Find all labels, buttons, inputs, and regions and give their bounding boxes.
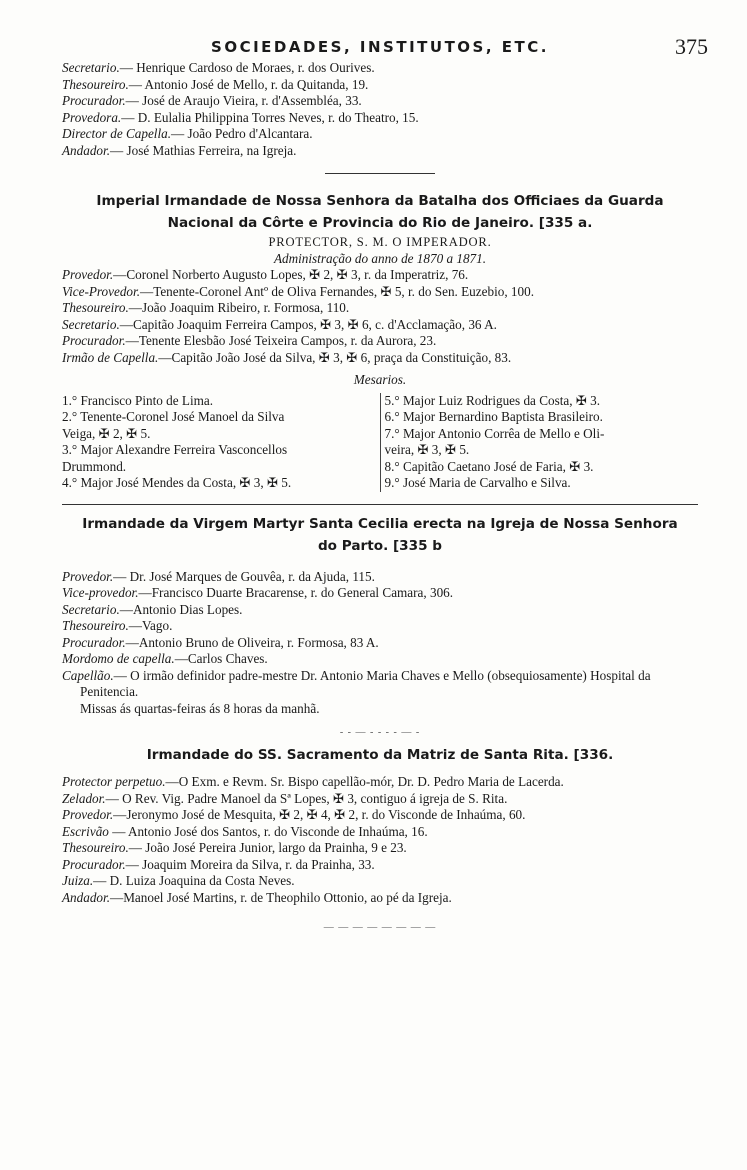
directory-page (62, 26, 708, 933)
officer-role: Mordomo de capella. (62, 651, 175, 666)
officer-entry (62, 635, 698, 652)
mesarios-right-column (381, 393, 699, 492)
section-title-line: do Parto. [335 b (317, 537, 443, 554)
officer-role: Provedor. (62, 267, 114, 282)
officer-entry (62, 300, 698, 317)
officer-role: Secretario. (62, 601, 120, 617)
mesarios-left-column (62, 393, 381, 492)
officer-details: —Capitão Joaquim Ferreira Campos, ✠ 3, ✠ 6, c. d'Acclamação, 36 A. (119, 316, 497, 332)
mesario-line: 4.° Major José Mendes da Costa, ✠ 3, ✠ 5. (62, 475, 292, 490)
officer-entry (62, 143, 698, 160)
officer-role: Andador. (62, 889, 110, 905)
officer-role: Andador. (62, 142, 110, 158)
mesario-line: 2.° Tenente-Coronel José Manoel da Silva (62, 409, 285, 424)
section-divider: - - — - - - - — - (339, 727, 421, 738)
officer-role: Juiza. (62, 873, 94, 888)
officer-role: Thesoureiro. (62, 76, 129, 92)
officer-entry (62, 890, 698, 907)
officer-details: —João Joaquim Ribeiro, r. Formosa, 110. (128, 300, 350, 315)
officer-details: — Joaquim Moreira da Silva, r. da Prainha, 33. (125, 856, 375, 872)
officer-role: Escrivão (62, 823, 109, 839)
officer-role: Vice-Provedor. (62, 283, 140, 299)
officer-role: Thesoureiro. (62, 300, 129, 315)
officer-details: — O Rev. Vig. Padre Manoel da Sª Lopes, ✠ 3, contiguo á igreja de S. Rita. (105, 790, 508, 806)
officer-details: —Coronel Norberto Augusto Lopes, ✠ 2, ✠ 3, r. da Imperatriz, 76. (113, 267, 469, 282)
mesario-line: 9.° José Maria de Carvalho e Silva. (384, 475, 571, 490)
officer-role: Provedora. (62, 109, 122, 125)
officer-role: Thesoureiro. (62, 840, 129, 855)
officer-details: —Antonio Dias Lopes. (119, 601, 243, 617)
officer-details: — D. Luiza Joaquina da Costa Neves. (93, 873, 295, 888)
mesario-line: 8.° Capitão Caetano José de Faria, ✠ 3. (384, 458, 594, 474)
officer-details: — Antonio José dos Santos, r. do Visconde de Inhaúma, 16. (108, 823, 428, 839)
officer-details: —Carlos Chaves. (174, 651, 268, 666)
officer-role: Provedor. (62, 568, 114, 584)
officer-entry (62, 774, 698, 791)
officer-entry (62, 317, 698, 334)
officer-entry (62, 126, 698, 143)
officer-entry (62, 840, 698, 857)
officer-details: —Manoel José Martins, r. de Theophilo Ottonio, ao pé da Igreja. (110, 889, 452, 905)
section-santa-rita (62, 744, 698, 906)
section-title: Irmandade do SS. Sacramento da Matriz de Santa Rita. [336. (146, 747, 614, 763)
mesarios-table (62, 393, 698, 492)
officer-role: Irmão de Capella. (62, 349, 159, 365)
officer-entry (62, 857, 698, 874)
mesario-line: 6.° Major Bernardino Baptista Brasileiro. (384, 409, 603, 424)
officer-details: —O Exm. e Revm. Sr. Bispo capellão-mór, Dr. D. Pedro Maria de Lacerda. (165, 774, 564, 789)
officer-details: — Antonio José de Mello, r. da Quitanda, 19. (128, 76, 369, 92)
page-end-divider: — — — — — — — — (323, 922, 437, 933)
officer-entry (62, 602, 698, 619)
officer-entry (62, 569, 698, 586)
officer-entry (62, 807, 698, 824)
officer-entry (62, 824, 698, 841)
officer-details: — Dr. José Marques de Gouvêa, r. da Ajuda, 115. (113, 568, 375, 584)
officer-details: — João José Pereira Junior, largo da Prainha, 9 e 23. (128, 840, 407, 855)
officer-role: Zelador. (62, 790, 106, 806)
protector-line: PROTECTOR, S. M. O IMPERADOR. (268, 235, 492, 249)
officer-details: — José Mathias Ferreira, na Igreja. (110, 142, 297, 158)
officer-entry (62, 350, 698, 367)
running-title: SOCIEDADES, INSTITUTOS, ETC. (211, 38, 549, 56)
section-title-line: Imperial Irmandade de Nossa Senhora da Batalha dos Officiaes da Guarda (96, 193, 664, 209)
officer-entry (62, 651, 698, 668)
officer-details: —Francisco Duarte Bracarense, r. do General Camara, 306. (138, 585, 454, 600)
officer-details: — João Pedro d'Alcantara. (171, 126, 313, 141)
officer-entry (62, 77, 698, 94)
mesario-line: 1.° Francisco Pinto de Lima. (62, 392, 214, 408)
officer-entry (62, 585, 698, 602)
mesario-line: Veiga, ✠ 2, ✠ 5. (62, 425, 151, 441)
officer-role: Vice-provedor. (62, 585, 139, 600)
mesario-line: 7.° Major Antonio Corrêa de Mello e Oli- (384, 425, 605, 441)
officer-role: Secretario. (62, 316, 120, 332)
section-divider (325, 173, 435, 174)
officer-role: Procurador. (62, 856, 126, 872)
running-head (62, 26, 708, 60)
officer-role: Procurador. (62, 93, 126, 108)
administration-line: Administração do anno de 1870 a 1871. (273, 250, 487, 266)
officer-entry (62, 873, 698, 890)
officer-details: — O irmão definidor padre-mestre Dr. Antonio Maria Chaves e Mello (obsequiosamente) Hospital da Penitencia. (80, 667, 651, 699)
officer-role: Capellão. (62, 667, 114, 683)
officer-entry (62, 93, 698, 110)
officer-details: — Henrique Cardoso de Moraes, r. dos Ourives. (119, 60, 375, 75)
officer-details: — José de Araujo Vieira, r. d'Assembléa, 33. (125, 93, 362, 108)
officer-role: Provedor. (62, 807, 114, 822)
officer-role: Procurador. (62, 333, 126, 348)
officer-details: —Antonio Bruno de Oliveira, r. Formosa, 83 A. (125, 634, 379, 650)
section-title (62, 513, 698, 557)
officer-details: —Jeronymo José de Mesquita, ✠ 2, ✠ 4, ✠ 2, r. do Visconde de Inhaúma, 60. (113, 807, 526, 822)
officer-details: —Vago. (128, 618, 173, 633)
officer-entry (62, 60, 698, 77)
section-batalha (62, 190, 698, 492)
officer-details: —Capitão João José da Silva, ✠ 3, ✠ 6, praça da Constituição, 83. (158, 349, 512, 365)
section-title (62, 190, 698, 234)
section-title-line: Nacional da Côrte e Provincia do Rio de Janeiro. [335 a. (167, 215, 593, 231)
mesario-line: 3.° Major Alexandre Ferreira Vasconcellos (62, 442, 288, 457)
officer-entry (62, 267, 698, 284)
officer-entry (62, 110, 698, 127)
officer-role: Procurador. (62, 634, 126, 650)
page-number: 375 (675, 34, 708, 59)
officer-entry (62, 284, 698, 301)
officer-details: — D. Eulalia Philippina Torres Neves, r. do Theatro, 15. (121, 109, 419, 125)
officer-role: Director de Capella. (62, 126, 172, 141)
officer-entry (62, 668, 698, 701)
mass-schedule-note: Missas ás quartas-feiras ás 8 horas da manhã. (80, 700, 320, 716)
mesario-line: veira, ✠ 3, ✠ 5. (384, 442, 470, 457)
top-officer-list (62, 60, 698, 159)
section-santa-cecilia (62, 513, 698, 718)
mesario-line: 5.° Major Luiz Rodrigues da Costa, ✠ 3. (384, 392, 601, 408)
officer-role: Protector perpetuo. (62, 774, 166, 789)
officer-details: —Tenente-Coronel Antº de Oliva Fernandes, ✠ 5, r. do Sen. Euzebio, 100. (140, 283, 535, 299)
section-divider (62, 504, 698, 505)
officer-entry (62, 618, 698, 635)
mesario-line: Drummond. (62, 458, 127, 474)
officer-entry (62, 333, 698, 350)
officer-entry (62, 791, 698, 808)
officer-role: Thesoureiro. (62, 618, 129, 633)
mesarios-heading: Mesarios. (353, 372, 407, 387)
section-title-line: Irmandade da Virgem Martyr Santa Cecilia erecta na Igreja de Nossa Senhora (82, 515, 678, 532)
officer-details: —Tenente Elesbão José Teixeira Campos, r. da Aurora, 23. (125, 333, 437, 348)
officer-role: Secretario. (62, 60, 120, 75)
